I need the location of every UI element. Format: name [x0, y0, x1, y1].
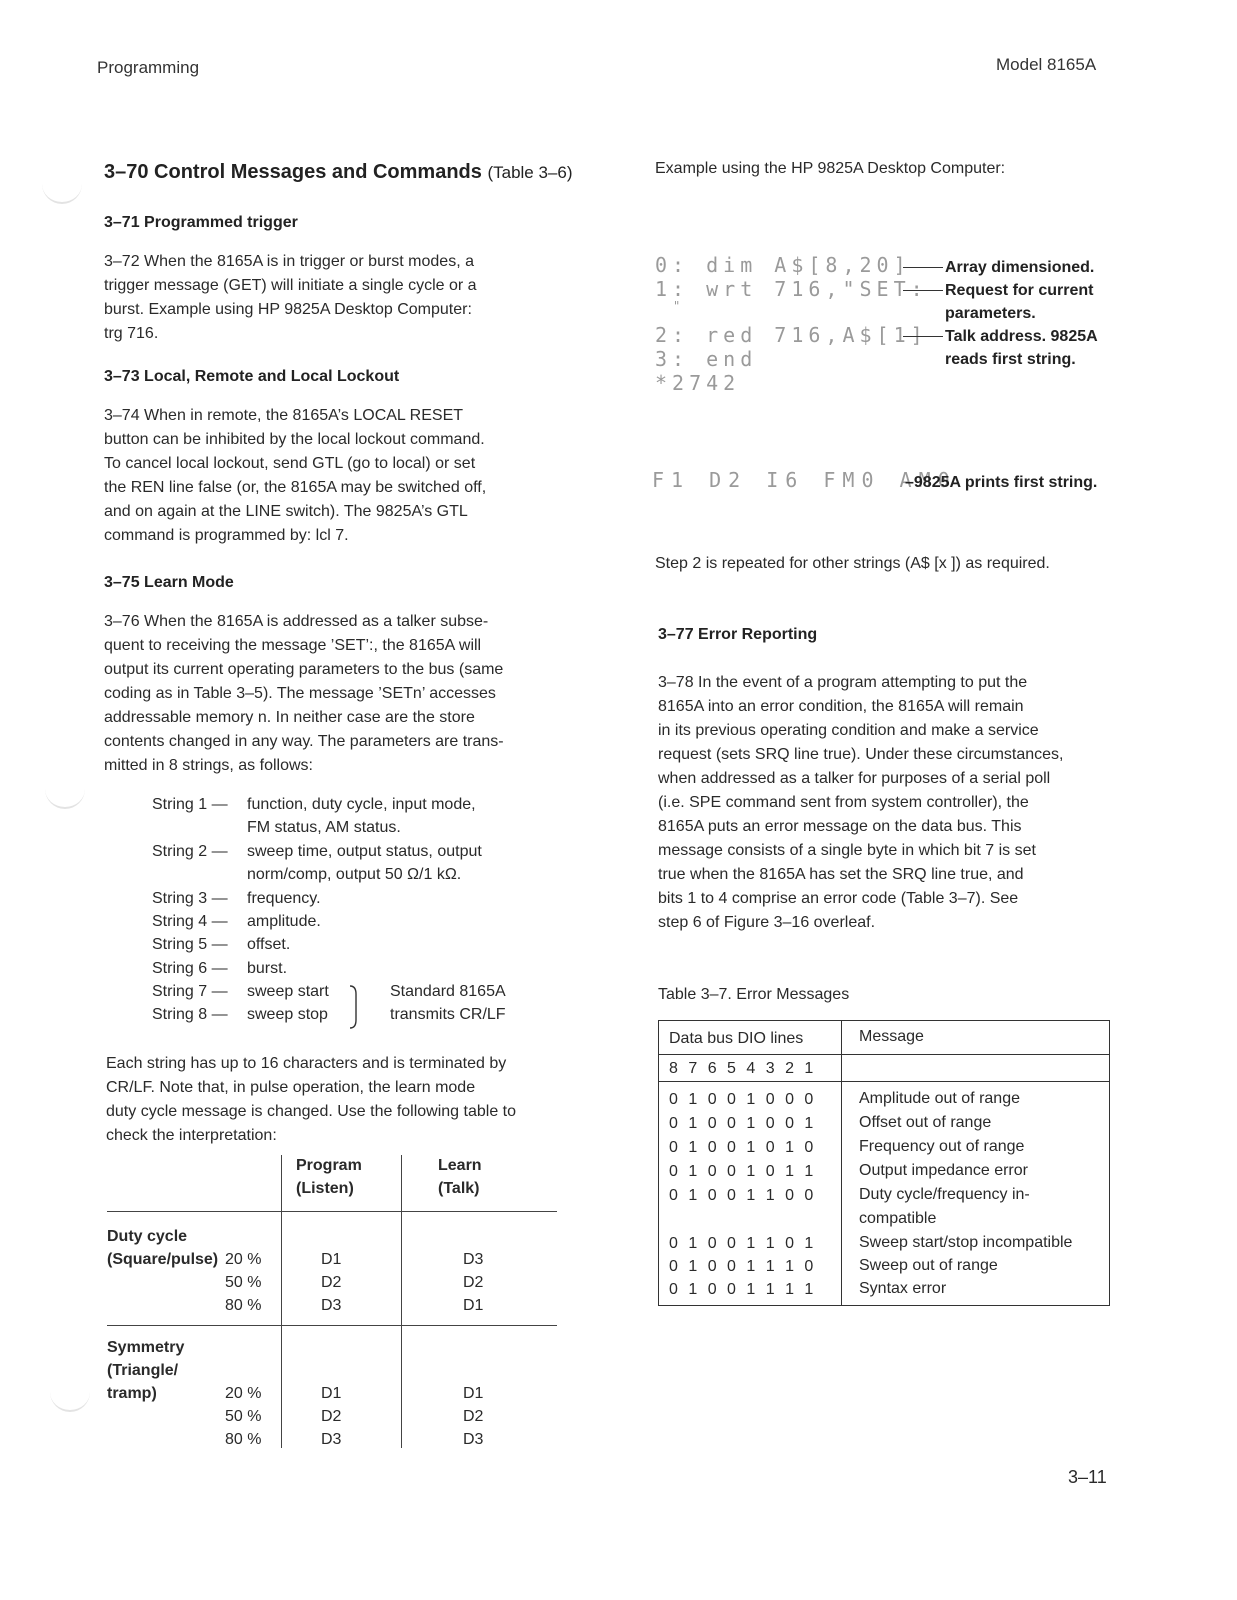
- column-header-program: (Listen): [296, 1180, 354, 1197]
- printout-line: F1 D2 I6 FM0 AM0: [652, 468, 957, 492]
- row-bits: 0 1 0 0 1 1 1 0: [669, 1258, 814, 1275]
- program-listing: [655, 253, 1215, 403]
- program-value: D2: [321, 1408, 342, 1425]
- text-line: duty cycle message is changed. Use the following table to: [106, 1103, 517, 1120]
- text-line: request (sets SRQ line true). Under these circumstances,: [658, 746, 1064, 763]
- scan-mark: [50, 1380, 90, 1412]
- percent-value: 80 %: [225, 1431, 262, 1448]
- row-group-label: Symmetry: [107, 1339, 185, 1356]
- text-line: quent to receiving the message ’SET’:, the 8165A will: [104, 637, 482, 654]
- program-value: D1: [321, 1251, 342, 1268]
- text-line: message consists of a single byte in which bit 7 is set: [658, 842, 1036, 859]
- code-line: 0: dim A$[8,20]: [655, 253, 911, 277]
- row-group-label: (Triangle/: [107, 1362, 179, 1379]
- row-message: Offset out of range: [859, 1114, 992, 1131]
- string-label: String 7 —: [152, 983, 228, 1000]
- bit-header: 8 7 6 5 4 3 2 1: [669, 1060, 814, 1077]
- bracket-note: transmits CR/LF: [390, 1006, 506, 1023]
- code-line: 3: end: [655, 347, 758, 371]
- learn-interpretation-table: [107, 1155, 559, 1455]
- string-label: String 5 —: [152, 936, 228, 953]
- text-line: To cancel local lockout, send GTL (go to local) or set: [104, 455, 476, 472]
- percent-value: 50 %: [225, 1274, 262, 1291]
- annotation: [903, 279, 1093, 302]
- text-line: CR/LF. Note that, in pulse operation, the learn mode: [106, 1079, 476, 1096]
- leader-line: [903, 290, 943, 291]
- brace-icon: [348, 984, 362, 1030]
- row-bits: 0 1 0 0 1 1 0 1: [669, 1235, 814, 1252]
- scan-mark: [45, 777, 85, 809]
- text-line: command is programmed by: lcl 7.: [104, 527, 349, 544]
- printout-note: –9825A prints first string.: [905, 474, 1098, 491]
- program-value: D3: [321, 1297, 342, 1314]
- column-header-learn: (Talk): [438, 1180, 480, 1197]
- column-header-program: Program: [296, 1157, 362, 1174]
- string-description: function, duty cycle, input mode,: [247, 796, 476, 813]
- scan-mark: [42, 172, 82, 204]
- row-message: Amplitude out of range: [859, 1090, 1020, 1107]
- text-line: (i.e. SPE command sent from system controller), the: [658, 794, 1029, 811]
- text-line: burst. Example using HP 9825A Desktop Computer:: [104, 301, 472, 318]
- table-caption: Table 3–7. Error Messages: [658, 986, 850, 1003]
- code-line: 2: red 716,A$[1]: [655, 323, 928, 347]
- text-line: coding as in Table 3–5). The message ’SETn’ accesses: [104, 685, 496, 702]
- row-group-label: Duty cycle: [107, 1228, 188, 1245]
- string-description: sweep time, output status, output: [247, 843, 482, 860]
- text-line: 8165A puts an error message on the data bus. This: [658, 818, 1022, 835]
- row-bits: 0 1 0 0 1 1 1 1: [669, 1281, 814, 1298]
- row-message: Sweep out of range: [859, 1257, 998, 1274]
- text-line: mitted in 8 strings, as follows:: [104, 757, 313, 774]
- running-header-right: Model 8165A: [996, 55, 1097, 74]
- table-divider: [659, 1054, 1109, 1055]
- paragraph-3-74: [104, 404, 486, 548]
- text-line: 3–76 When the 8165A is addressed as a talker subse-: [104, 613, 489, 630]
- table-divider: [659, 1081, 1109, 1082]
- text-line: 8165A into an error condition, the 8165A will remain: [658, 698, 1024, 715]
- paragraph-3-78: [658, 671, 1064, 935]
- program-value: D2: [321, 1274, 342, 1291]
- row-bits: 0 1 0 0 1 0 0 0: [669, 1091, 814, 1108]
- column-header-message: Message: [859, 1028, 924, 1045]
- text-line: trg 716.: [104, 325, 159, 342]
- text-line: in its previous operating condition and make a service: [658, 722, 1039, 739]
- column-header-dio: Data bus DIO lines: [669, 1030, 804, 1047]
- program-value: D3: [321, 1431, 342, 1448]
- annotation-text: Array dimensioned.: [945, 259, 1095, 276]
- text-line: and on again at the LINE switch). The 9825A’s GTL: [104, 503, 468, 520]
- table-divider: [107, 1325, 557, 1326]
- table-divider: [281, 1155, 282, 1448]
- annotation: [903, 256, 1094, 279]
- text-line: when addressed as a talker for purposes of a serial poll: [658, 770, 1051, 787]
- section-heading-3-77: 3–77 Error Reporting: [658, 626, 818, 643]
- percent-value: 50 %: [225, 1408, 262, 1425]
- text-line: Each string has up to 16 characters and is terminated by: [106, 1055, 507, 1072]
- table-divider: [107, 1211, 557, 1212]
- annotation-text: Request for current: [945, 282, 1094, 299]
- table-divider: [401, 1155, 402, 1448]
- leader-line: [903, 267, 943, 268]
- column-header-learn: Learn: [438, 1157, 482, 1174]
- text-line: contents changed in any way. The parameters are trans-: [104, 733, 504, 750]
- string-label: String 2 —: [152, 843, 228, 860]
- code-line: 1: wrt 716,"SET:: [655, 277, 928, 301]
- row-bits: 0 1 0 0 1 0 0 1: [669, 1115, 814, 1132]
- string-label: String 1 —: [152, 796, 228, 813]
- code-line: *2742: [655, 371, 741, 395]
- text-line: bits 1 to 4 comprise an error code (Table 3–7). See: [658, 890, 1019, 907]
- row-message: Syntax error: [859, 1280, 947, 1297]
- paragraph-3-72: [104, 250, 477, 346]
- text-line: the REN line false (or, the 8165A may be switched off,: [104, 479, 487, 496]
- string-description: FM status, AM status.: [247, 819, 401, 836]
- text-line: output its current operating parameters to the bus (same: [104, 661, 504, 678]
- string-description: sweep stop: [247, 1006, 328, 1023]
- table-divider: [841, 1021, 842, 1305]
- section-heading-3-75: 3–75 Learn Mode: [104, 574, 234, 591]
- annotation: [903, 325, 1098, 348]
- percent-value: 20 %: [225, 1251, 262, 1268]
- bracket-note: Standard 8165A: [390, 983, 506, 1000]
- text-line: 3–72 When the 8165A is in trigger or burst modes, a: [104, 253, 474, 270]
- row-bits: 0 1 0 0 1 0 1 0: [669, 1139, 814, 1156]
- paragraph-each-string: [106, 1052, 516, 1148]
- text-line: trigger message (GET) will initiate a single cycle or a: [104, 277, 477, 294]
- string-label: String 4 —: [152, 913, 228, 930]
- string-label: String 8 —: [152, 1006, 228, 1023]
- table-reference: (Table 3–6): [487, 163, 573, 182]
- error-messages-table: [658, 1020, 1110, 1306]
- text-line: true when the 8165A has set the SRQ line true, and: [658, 866, 1024, 883]
- section-title: 3–70 Control Messages and Commands: [104, 161, 482, 183]
- learn-value: D1: [463, 1297, 484, 1314]
- string-description: offset.: [247, 936, 291, 953]
- row-message: Duty cycle/frequency in-: [859, 1186, 1030, 1203]
- paragraph-3-76: [104, 610, 504, 778]
- text-line: check the interpretation:: [106, 1127, 277, 1144]
- string-label: String 3 —: [152, 890, 228, 907]
- string-description: frequency.: [247, 890, 321, 907]
- leader-line: [903, 336, 943, 337]
- learn-value: D1: [463, 1385, 484, 1402]
- row-message: Frequency out of range: [859, 1138, 1025, 1155]
- annotation-text: reads first string.: [945, 351, 1076, 368]
- string-description: amplitude.: [247, 913, 321, 930]
- section-heading-3-71: 3–71 Programmed trigger: [104, 214, 298, 231]
- learn-value: D3: [463, 1251, 484, 1268]
- annotation-text: parameters.: [945, 305, 1036, 322]
- percent-value: 80 %: [225, 1297, 262, 1314]
- text-line: 3–78 In the event of a program attempting to put the: [658, 674, 1028, 691]
- section-heading-3-73: 3–73 Local, Remote and Local Lockout: [104, 368, 400, 385]
- page-number: 3–11: [1068, 1467, 1107, 1487]
- row-message: compatible: [859, 1210, 937, 1227]
- learn-value: D3: [463, 1431, 484, 1448]
- annotation-text: Talk address. 9825A: [945, 328, 1098, 345]
- step2-text: Step 2 is repeated for other strings (A$ [x ]) as required.: [655, 555, 1050, 572]
- section-heading-3-70: [104, 161, 573, 184]
- program-value: D1: [321, 1385, 342, 1402]
- row-group-label: (Square/pulse): [107, 1251, 219, 1268]
- text-line: step 6 of Figure 3–16 overleaf.: [658, 914, 876, 931]
- string-description: norm/comp, output 50 Ω/1 kΩ.: [247, 866, 462, 883]
- row-group-label: tramp): [107, 1385, 157, 1402]
- running-header-left: Programming: [97, 58, 200, 77]
- learn-value: D2: [463, 1274, 484, 1291]
- example-heading: Example using the HP 9825A Desktop Computer:: [655, 160, 1006, 177]
- row-message: Sweep start/stop incompatible: [859, 1234, 1073, 1251]
- row-message: Output impedance error: [859, 1162, 1028, 1179]
- row-bits: 0 1 0 0 1 1 0 0: [669, 1187, 814, 1204]
- row-bits: 0 1 0 0 1 0 1 1: [669, 1163, 814, 1180]
- learn-value: D2: [463, 1408, 484, 1425]
- text-line: 3–74 When in remote, the 8165A’s LOCAL RESET: [104, 407, 464, 424]
- text-line: button can be inhibited by the local lockout command.: [104, 431, 485, 448]
- string-description: burst.: [247, 960, 288, 977]
- percent-value: 20 %: [225, 1385, 262, 1402]
- text-line: addressable memory n. In neither case are the store: [104, 709, 475, 726]
- string-label: String 6 —: [152, 960, 228, 977]
- code-line: ": [673, 299, 686, 313]
- string-description: sweep start: [247, 983, 329, 1000]
- learn-strings-list: [152, 796, 572, 1036]
